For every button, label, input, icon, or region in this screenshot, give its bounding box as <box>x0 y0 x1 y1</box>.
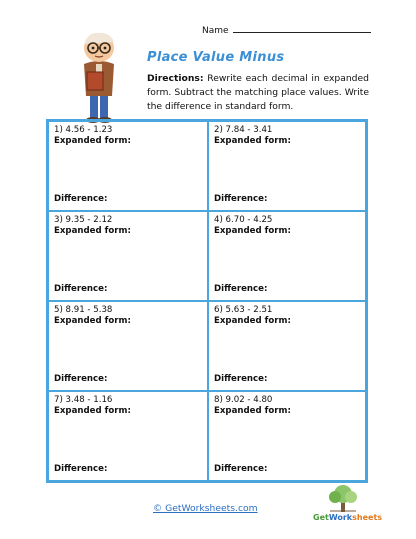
difference-label: Difference: <box>54 194 108 204</box>
difference-label: Difference: <box>214 194 268 204</box>
problem-cell <box>208 211 366 301</box>
difference-label: Difference: <box>214 284 268 294</box>
directions <box>147 72 369 114</box>
logo-get: Get <box>313 513 329 522</box>
difference-label: Difference: <box>54 284 108 294</box>
expanded-form-label: Expanded form: <box>54 136 131 146</box>
expanded-form-label: Expanded form: <box>54 316 131 326</box>
getworksheets-link[interactable]: © GetWorksheets.com <box>153 503 258 514</box>
difference-label: Difference: <box>54 464 108 474</box>
difference-label: Difference: <box>54 374 108 384</box>
difference-label: Difference: <box>214 374 268 384</box>
directions-text: Rewrite each decimal in expanded form. Subtract the matching place values. Write the difference in standard form. <box>147 73 369 112</box>
logo-sheets: sheets <box>352 513 383 522</box>
name-label: Name <box>202 26 229 36</box>
logo-wordmark <box>313 513 382 522</box>
name-field <box>202 24 371 36</box>
expanded-form-label: Expanded form: <box>214 316 291 326</box>
problem-cell <box>208 301 366 391</box>
problem-cell <box>208 121 366 211</box>
problem-text: 5) 8.91 - 5.38 <box>54 305 113 315</box>
expanded-form-label: Expanded form: <box>214 226 291 236</box>
name-blank-line <box>233 24 371 33</box>
problem-text: 3) 9.35 - 2.12 <box>54 215 113 225</box>
difference-label: Difference: <box>214 464 268 474</box>
problem-cell <box>208 391 366 481</box>
problem-text: 2) 7.84 - 3.41 <box>214 125 273 135</box>
expanded-form-label: Expanded form: <box>54 406 131 416</box>
expanded-form-label: Expanded form: <box>214 136 291 146</box>
worksheet-title: Place Value Minus <box>147 50 285 65</box>
logo-work: Work <box>328 513 353 522</box>
problem-text: 6) 5.63 - 2.51 <box>214 305 273 315</box>
problem-cell <box>48 391 208 481</box>
problems-grid <box>46 119 368 483</box>
problem-text: 7) 3.48 - 1.16 <box>54 395 113 405</box>
expanded-form-label: Expanded form: <box>214 406 291 416</box>
problem-text: 1) 4.56 - 1.23 <box>54 125 113 135</box>
directions-label: Directions: <box>147 73 204 84</box>
problem-text: 8) 9.02 - 4.80 <box>214 395 273 405</box>
problem-cell <box>48 211 208 301</box>
expanded-form-label: Expanded form: <box>54 226 131 236</box>
problem-cell <box>48 121 208 211</box>
problem-text: 4) 6.70 - 4.25 <box>214 215 273 225</box>
problem-cell <box>48 301 208 391</box>
cartoon-teacher-illustration <box>68 28 130 124</box>
